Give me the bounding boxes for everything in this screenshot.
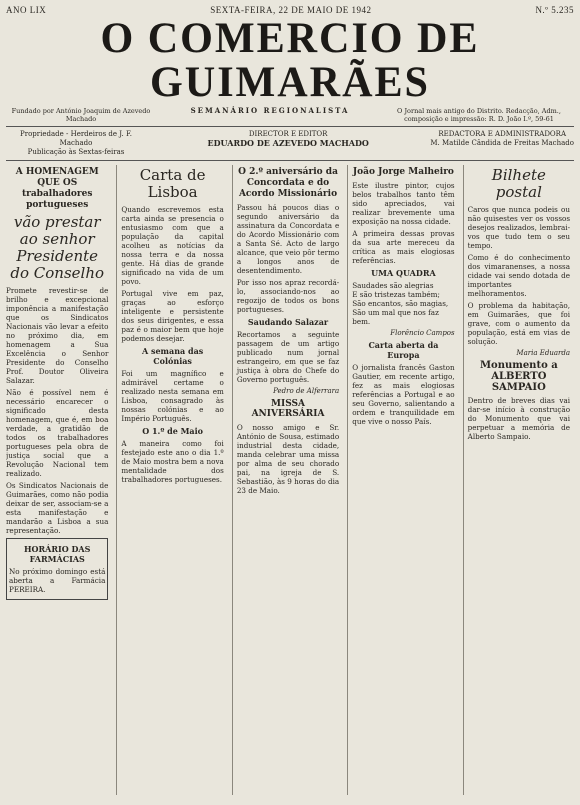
pharmacy-text: No próximo domingo está aberta a Farmácia PEREIRA.	[9, 567, 108, 594]
admin-label: REDACTORA E ADMINISTRADORA	[438, 130, 566, 138]
headline-large: Carta de Lisboa	[139, 166, 206, 201]
founder: Fundado por António Joaquim de Azevedo Machado	[11, 107, 151, 123]
signature: Maria Eduarda	[516, 349, 571, 357]
publication: Publicação às Sextas-feiras	[27, 148, 125, 156]
paragraph: Passou há poucos dias o segundo aniversário da assinatura da Concordata e do Acordo Missionário com a Santa Sé. Acto de largo alcance, que veio pôr termo a longos anos de desentendimento.	[236, 203, 342, 275]
issue-number: N.º 5.235	[535, 5, 574, 15]
paragraph: Os Sindicatos Nacionais de Guimarães, como não podia deixar de ser, associam-se a esta manifestação e mandarão a Lisboa a sua representação.	[6, 481, 111, 535]
column-4	[347, 165, 458, 795]
column-3	[232, 165, 343, 795]
headline: Monumento a ALBERTO SAMPAIO	[479, 360, 558, 393]
owner: Propriedade - Herdeiros de J. F. Machado	[20, 130, 132, 147]
signature: Pedro de Alferrara	[273, 387, 340, 395]
paragraph: Como é do conhecimento dos vimaranenses, a nossa cidade vai sendo dotada de importantes melhoramentos.	[467, 253, 573, 298]
headline: O 2.º aniversário da Concordata e do Acordo Missionário	[238, 167, 338, 199]
paragraph: A maneira como foi festejado este ano o dia 1.º de Maio mostra bem a nova mentalidade dos trabalhadores portugueses.	[121, 439, 227, 484]
paragraph: Este ilustre pintor, cujos belos trabalhos tanto têm sido apreciados, vai realizar brevemente uma exposição na nossa cidade.	[352, 181, 457, 226]
paragraph: Foi um magnífico e admirável certame o realizado nesta semana em Lisboa, consagrado às nossas colónias e ao Império Português.	[121, 369, 227, 423]
top-bar	[6, 5, 574, 15]
year: ANO LIX	[6, 5, 47, 15]
admin-name: M. Matilde Cândida de Freitas Machado	[430, 139, 574, 147]
columns	[6, 165, 574, 795]
paragraph: O nosso amigo e Sr. António de Sousa, estimado industrial desta cidade, manda celebrar uma missa por alma de seu chorado pai, na igreja de S. Sebastião, às 9 horas do dia 23 de Maio.	[236, 423, 342, 495]
pharmacy-box	[6, 538, 108, 600]
newspaper-page	[6, 5, 574, 795]
column-1	[6, 165, 112, 795]
paragraph: O jornalista francês Gaston Gautier, em recente artigo, fez as mais elogiosas referências a Portugal e ao seu Governo, salientando a ordem e tranquilidade em que vive o nosso País.	[352, 363, 457, 426]
staff	[6, 130, 574, 157]
issue-date: SEXTA-FEIRA, 22 DE MAIO DE 1942	[210, 5, 372, 15]
poem: Saudades são alegrias E são tristezas também; São encantos, são magias, São um mal que nos faz bem.	[352, 281, 449, 326]
subheading: O 1.º de Maio	[142, 426, 203, 436]
column-5	[463, 165, 574, 795]
column-2	[116, 165, 227, 795]
paragraph: Não é possível nem é necessário encarecer o significado desta homenagem, que é, em boa verdade, a gratidão de todos os trabalhadores portugueses pela obra de justiça social que a Revolução Nacional tem realizado.	[6, 388, 111, 478]
headline-large: Bilhete postal	[491, 166, 546, 201]
headline: A HOMENAGEM QUE OS trabalhadores portugueses	[15, 167, 99, 210]
subheading: MISSA ANIVERSÁRIA	[251, 399, 325, 419]
paragraph: Promete revestir-se de brilho e excepcional imponência a manifestação que os Sindicatos Nacionais vão levar a efeito no próximo dia, em homenagem a Sua Excelência o Senhor Presidente do Conselho Prof. Doutor Oliveira Salazar.	[6, 286, 111, 385]
paragraph: Por isso nos apraz recordá-lo, associando-nos ao regozijo de todos os bons portugueses.	[236, 278, 342, 314]
office-info: O Jornal mais antigo do Distrito. Redacção, Adm., composição e impressão: R. D. João I.º, 59-61	[397, 107, 561, 123]
headline: João Jorge Malheiro	[352, 167, 454, 177]
paragraph: Portugal vive em paz, graças ao esforço inteligente e persistente dos seus dirigentes, e essa paz é o maior bem que hoje podemos desejar.	[121, 289, 227, 343]
director-name: EDUARDO DE AZEVEDO MACHADO	[207, 138, 369, 148]
paragraph: O problema da habitação, em Guimarães, que foi grave, com o aumento da população, está em vias de solução.	[467, 301, 573, 346]
pharmacy-title: HORÁRIO DAS FARMÁCIAS	[23, 544, 91, 564]
masthead-title: O COMERCIO DE GUIMARÃES	[100, 15, 480, 106]
weekly-label: SEMANÁRIO REGIONALISTA	[190, 106, 350, 115]
paragraph: Caros que nunca podeis ou não quisestes ver os vossos desejos realizados, lembrai-vos que tudo tem o seu tempo.	[467, 205, 573, 250]
paragraph: A primeira dessas provas da sua arte mereceu da crítica as mais elogiosas referências.	[352, 229, 457, 265]
director-label: DIRECTOR E EDITOR	[248, 130, 328, 138]
paragraph: Recortamos a seguinte passagem de um artigo publicado num jornal estrangeiro, em que se faz justiça à obra do Chefe do Governo português.	[236, 330, 342, 384]
headline-large: vão prestar ao senhor Presidente do Conselho	[10, 213, 105, 282]
signature: Florêncio Campos	[390, 329, 455, 337]
subhead	[6, 107, 574, 123]
subheading: Carta aberta da Europa	[368, 340, 439, 360]
paragraph: Quando escrevemos esta carta ainda se presencia o entusiasmo com que a população da capital acolheu as notícias da nossa terra e da nossa gente. Há dias de grande significado na vida de um povo.	[121, 205, 227, 286]
subheading: UMA QUADRA	[371, 268, 436, 278]
subheading: Saudando Salazar	[247, 317, 329, 327]
subheading: A semana das Colónias	[141, 346, 204, 366]
paragraph: Dentro de breves dias vai dar-se início à construção do Monumento que vai perpetuar a memória de Alberto Sampaio.	[467, 396, 573, 441]
